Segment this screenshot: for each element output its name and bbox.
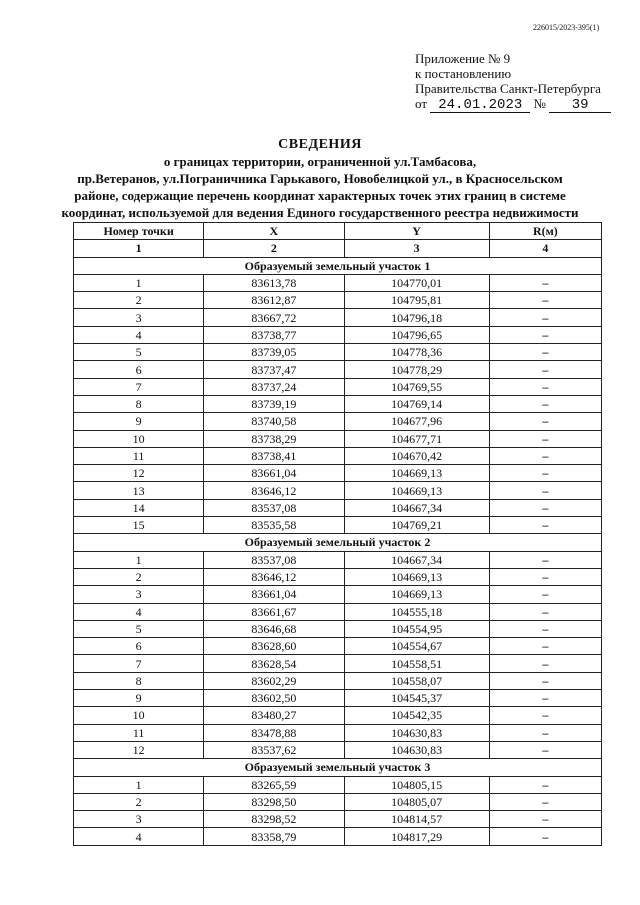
header-r: R(м) (489, 223, 601, 240)
table-row (74, 724, 602, 741)
document-number: 226015/2023-395(1) (533, 23, 600, 32)
x-cell: 83298,52 (204, 811, 344, 828)
r-cell: – (489, 568, 601, 585)
section-title: Образуемый земельный участок 2 (74, 534, 602, 551)
point-number-cell: 4 (74, 326, 204, 343)
x-cell: 83602,50 (204, 690, 344, 707)
col-number-3: 3 (344, 240, 489, 257)
table-row (74, 620, 602, 637)
point-number-cell: 2 (74, 793, 204, 810)
point-number-cell: 10 (74, 430, 204, 447)
r-cell: – (489, 672, 601, 689)
table-row (74, 811, 602, 828)
r-cell: – (489, 465, 601, 482)
table-row (74, 690, 602, 707)
r-cell: – (489, 482, 601, 499)
table-row (74, 413, 602, 430)
appendix-date-line (415, 96, 611, 113)
point-number-cell: 10 (74, 707, 204, 724)
r-cell: – (489, 413, 601, 430)
table-row (74, 482, 602, 499)
y-cell: 104669,13 (344, 586, 489, 603)
y-cell: 104670,42 (344, 447, 489, 464)
y-cell: 104817,29 (344, 828, 489, 845)
point-number-cell: 15 (74, 517, 204, 534)
y-cell: 104555,18 (344, 603, 489, 620)
y-cell: 104778,36 (344, 344, 489, 361)
header-x: X (204, 223, 344, 240)
point-number-cell: 6 (74, 361, 204, 378)
x-cell: 83738,29 (204, 430, 344, 447)
x-cell: 83739,19 (204, 395, 344, 412)
table-row (74, 378, 602, 395)
table-row (74, 776, 602, 793)
point-number-cell: 12 (74, 465, 204, 482)
col-number-2: 2 (204, 240, 344, 257)
table-row (74, 793, 602, 810)
x-cell: 83602,29 (204, 672, 344, 689)
x-cell: 83661,04 (204, 586, 344, 603)
point-number-cell: 8 (74, 672, 204, 689)
table-row (74, 344, 602, 361)
table-row (74, 430, 602, 447)
y-cell: 104669,13 (344, 568, 489, 585)
y-cell: 104667,34 (344, 551, 489, 568)
title-heading: СВЕДЕНИЯ (278, 137, 362, 152)
x-cell: 83646,12 (204, 568, 344, 585)
point-number-cell: 3 (74, 586, 204, 603)
y-cell: 104778,29 (344, 361, 489, 378)
x-cell: 83661,67 (204, 603, 344, 620)
x-cell: 83265,59 (204, 776, 344, 793)
col-number-4: 4 (489, 240, 601, 257)
appendix-block (415, 51, 611, 113)
y-cell: 104630,83 (344, 741, 489, 758)
table-body (74, 257, 602, 845)
r-cell: – (489, 620, 601, 637)
r-cell: – (489, 724, 601, 741)
r-cell: – (489, 361, 601, 378)
x-cell: 83298,50 (204, 793, 344, 810)
table-row (74, 551, 602, 568)
point-number-cell: 5 (74, 620, 204, 637)
y-cell: 104796,65 (344, 326, 489, 343)
point-number-cell: 12 (74, 741, 204, 758)
y-cell: 104545,37 (344, 690, 489, 707)
x-cell: 83613,78 (204, 274, 344, 291)
y-cell: 104677,71 (344, 430, 489, 447)
table-row (74, 517, 602, 534)
header-point-number: Номер точки (74, 223, 204, 240)
table-row (74, 603, 602, 620)
r-cell: – (489, 378, 601, 395)
x-cell: 83646,68 (204, 620, 344, 637)
r-cell: – (489, 551, 601, 568)
x-cell: 83740,58 (204, 413, 344, 430)
r-cell: – (489, 690, 601, 707)
r-cell: – (489, 586, 601, 603)
appendix-date: 24.01.2023 (430, 99, 530, 113)
table-row (74, 395, 602, 412)
r-cell: – (489, 776, 601, 793)
r-cell: – (489, 326, 601, 343)
r-cell: – (489, 344, 601, 361)
table-row (74, 292, 602, 309)
coordinates-table (73, 222, 602, 846)
x-cell: 83478,88 (204, 724, 344, 741)
section-title: Образуемый земельный участок 1 (74, 257, 602, 274)
number-label: № (533, 96, 546, 111)
y-cell: 104669,13 (344, 465, 489, 482)
x-cell: 83535,58 (204, 517, 344, 534)
r-cell: – (489, 447, 601, 464)
x-cell: 83628,60 (204, 638, 344, 655)
table-row (74, 828, 602, 845)
x-cell: 83628,54 (204, 655, 344, 672)
y-cell: 104769,55 (344, 378, 489, 395)
from-label: от (415, 96, 428, 111)
document-title (60, 136, 580, 221)
y-cell: 104554,67 (344, 638, 489, 655)
table-row (74, 672, 602, 689)
point-number-cell: 7 (74, 655, 204, 672)
point-number-cell: 2 (74, 568, 204, 585)
y-cell: 104769,14 (344, 395, 489, 412)
column-number-row (74, 240, 602, 257)
header-row (74, 223, 602, 240)
y-cell: 104795,81 (344, 292, 489, 309)
r-cell: – (489, 707, 601, 724)
x-cell: 83537,62 (204, 741, 344, 758)
table-row (74, 447, 602, 464)
appendix-number: 39 (549, 99, 611, 113)
y-cell: 104542,35 (344, 707, 489, 724)
point-number-cell: 8 (74, 395, 204, 412)
table-row (74, 655, 602, 672)
section-header-row (74, 257, 602, 274)
r-cell: – (489, 741, 601, 758)
x-cell: 83537,08 (204, 551, 344, 568)
y-cell: 104805,07 (344, 793, 489, 810)
r-cell: – (489, 828, 601, 845)
y-cell: 104814,57 (344, 811, 489, 828)
point-number-cell: 1 (74, 274, 204, 291)
x-cell: 83739,05 (204, 344, 344, 361)
y-cell: 104669,13 (344, 482, 489, 499)
table-row (74, 638, 602, 655)
table-row (74, 741, 602, 758)
point-number-cell: 9 (74, 690, 204, 707)
table-row (74, 586, 602, 603)
x-cell: 83661,04 (204, 465, 344, 482)
r-cell: – (489, 603, 601, 620)
point-number-cell: 5 (74, 344, 204, 361)
r-cell: – (489, 655, 601, 672)
point-number-cell: 9 (74, 413, 204, 430)
x-cell: 83667,72 (204, 309, 344, 326)
title-line-1: о границах территории, ограниченной ул.Тамбасова, (163, 154, 477, 169)
table-row (74, 274, 602, 291)
table-row (74, 309, 602, 326)
point-number-cell: 1 (74, 551, 204, 568)
x-cell: 83537,08 (204, 499, 344, 516)
y-cell: 104769,21 (344, 517, 489, 534)
r-cell: – (489, 395, 601, 412)
y-cell: 104796,18 (344, 309, 489, 326)
x-cell: 83738,41 (204, 447, 344, 464)
point-number-cell: 4 (74, 603, 204, 620)
appendix-line-2: к постановлению (415, 66, 512, 81)
r-cell: – (489, 430, 601, 447)
section-header-row (74, 759, 602, 776)
x-cell: 83737,47 (204, 361, 344, 378)
r-cell: – (489, 638, 601, 655)
table-row (74, 568, 602, 585)
point-number-cell: 3 (74, 811, 204, 828)
r-cell: – (489, 309, 601, 326)
y-cell: 104630,83 (344, 724, 489, 741)
r-cell: – (489, 292, 601, 309)
point-number-cell: 11 (74, 447, 204, 464)
section-header-row (74, 534, 602, 551)
y-cell: 104677,96 (344, 413, 489, 430)
appendix-line-1: Приложение № 9 (415, 51, 511, 66)
header-y: Y (344, 223, 489, 240)
point-number-cell: 1 (74, 776, 204, 793)
y-cell: 104770,01 (344, 274, 489, 291)
title-line-2: пр.Ветеранов, ул.Пограничника Гарькавого, Новобелицкой ул., в Красносельском (77, 171, 563, 186)
y-cell: 104558,51 (344, 655, 489, 672)
point-number-cell: 11 (74, 724, 204, 741)
r-cell: – (489, 793, 601, 810)
point-number-cell: 6 (74, 638, 204, 655)
r-cell: – (489, 499, 601, 516)
x-cell: 83738,77 (204, 326, 344, 343)
point-number-cell: 7 (74, 378, 204, 395)
point-number-cell: 4 (74, 828, 204, 845)
point-number-cell: 3 (74, 309, 204, 326)
r-cell: – (489, 274, 601, 291)
x-cell: 83737,24 (204, 378, 344, 395)
x-cell: 83612,87 (204, 292, 344, 309)
title-line-4: координат, используемой для ведения Единого государственного реестра недвижимости (61, 205, 579, 220)
x-cell: 83480,27 (204, 707, 344, 724)
table-row (74, 326, 602, 343)
y-cell: 104554,95 (344, 620, 489, 637)
point-number-cell: 2 (74, 292, 204, 309)
y-cell: 104805,15 (344, 776, 489, 793)
y-cell: 104667,34 (344, 499, 489, 516)
table-row (74, 707, 602, 724)
r-cell: – (489, 811, 601, 828)
table-row (74, 361, 602, 378)
table-row (74, 499, 602, 516)
x-cell: 83358,79 (204, 828, 344, 845)
point-number-cell: 14 (74, 499, 204, 516)
table-row (74, 465, 602, 482)
title-line-3: районе, содержащие перечень координат характерных точек этих границ в системе (74, 188, 566, 203)
col-number-1: 1 (74, 240, 204, 257)
appendix-line-3: Правительства Санкт-Петербурга (415, 81, 601, 96)
section-title: Образуемый земельный участок 3 (74, 759, 602, 776)
point-number-cell: 13 (74, 482, 204, 499)
r-cell: – (489, 517, 601, 534)
x-cell: 83646,12 (204, 482, 344, 499)
y-cell: 104558,07 (344, 672, 489, 689)
